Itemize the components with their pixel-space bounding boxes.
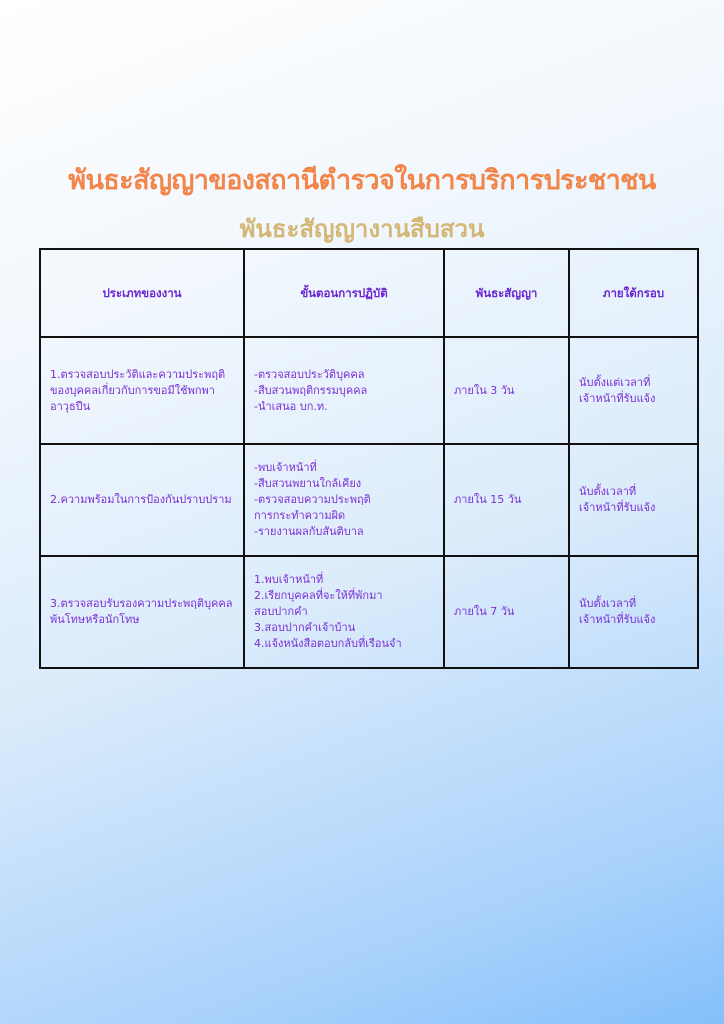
procedure-step: -สืบสวนพฤติกรรมบุคคล: [254, 383, 368, 397]
procedure-step: 1.พบเจ้าหน้าที่: [254, 573, 324, 586]
procedure-step: 3.สอบปากคำเจ้าบ้าน: [254, 621, 356, 634]
work-type-text: 1.ตรวจสอบประวัติและความประพฤติของบุคคลเกี่ยวกับการขอมีใช้พกพาอาวุธปืน: [50, 367, 226, 413]
procedure-step: -ตรวจสอบประวัติบุคคล: [254, 367, 365, 381]
commitment-table: [39, 248, 699, 669]
work-type-text: 2.ความพร้อมในการป้องกันปราบปราม: [50, 493, 232, 506]
row-framework: [569, 444, 698, 556]
procedure-step: -พบเจ้าหน้าที่: [254, 461, 317, 474]
framework-line: เจ้าหน้าที่รับแจ้ง: [579, 391, 656, 405]
header-framework: ภายใต้กรอบ: [569, 249, 698, 337]
row-framework: [569, 337, 698, 444]
row-framework: [569, 556, 698, 668]
procedure-step: สอบปากคำ: [254, 605, 308, 618]
framework-line: เจ้าหน้าที่รับแจ้ง: [579, 613, 656, 626]
procedure-step: 2.เรียกบุคคลที่จะให้ที่พักมา: [254, 589, 383, 602]
procedure-step: การกระทำความผิด: [254, 509, 346, 522]
row-commitment: ภายใน 3 วัน: [444, 337, 569, 444]
row-procedure: [244, 337, 444, 444]
page-title: พันธะสัญญาของสถานีตำรวจในการบริการประชาชน: [68, 165, 656, 196]
header-commitment: พันธะสัญญา: [444, 249, 569, 337]
framework-line: เจ้าหน้าที่รับแจ้ง: [579, 501, 656, 514]
row-work-type: [40, 444, 244, 556]
table-row: [40, 337, 698, 444]
row-work-type: [40, 337, 244, 444]
work-type-text: 3.ตรวจสอบรับรองความประพฤติบุคคลพ้นโทษหรือนักโทษ: [50, 597, 233, 626]
table-header-row: [40, 249, 698, 337]
procedure-step: 4.แจ้งหนังสือตอบกลับที่เรือนจำ: [254, 637, 402, 650]
framework-line: นับตั้งแต่เวลาที่: [579, 375, 651, 389]
procedure-step: -สืบสวนพยานใกล้เคียง: [254, 477, 362, 490]
table-row: [40, 556, 698, 668]
header-work-type: ประเภทของงาน: [40, 249, 244, 337]
procedure-step: -รายงานผลกับสันติบาล: [254, 525, 364, 538]
table-row: [40, 444, 698, 556]
page-subtitle: พันธะสัญญางานสืบสวน: [239, 215, 485, 243]
row-commitment: ภายใน 15 วัน: [444, 444, 569, 556]
procedure-step: -นำเสนอ บก.ท.: [254, 399, 328, 413]
row-procedure: [244, 444, 444, 556]
procedure-step: -ตรวจสอบความประพฤติ: [254, 493, 371, 506]
row-commitment: ภายใน 7 วัน: [444, 556, 569, 668]
row-work-type: [40, 556, 244, 668]
row-procedure: [244, 556, 444, 668]
framework-line: นับตั้งเวลาที่: [579, 597, 637, 610]
header-procedure: ขั้นตอนการปฏิบัติ: [244, 249, 444, 337]
framework-line: นับตั้งเวลาที่: [579, 485, 637, 498]
